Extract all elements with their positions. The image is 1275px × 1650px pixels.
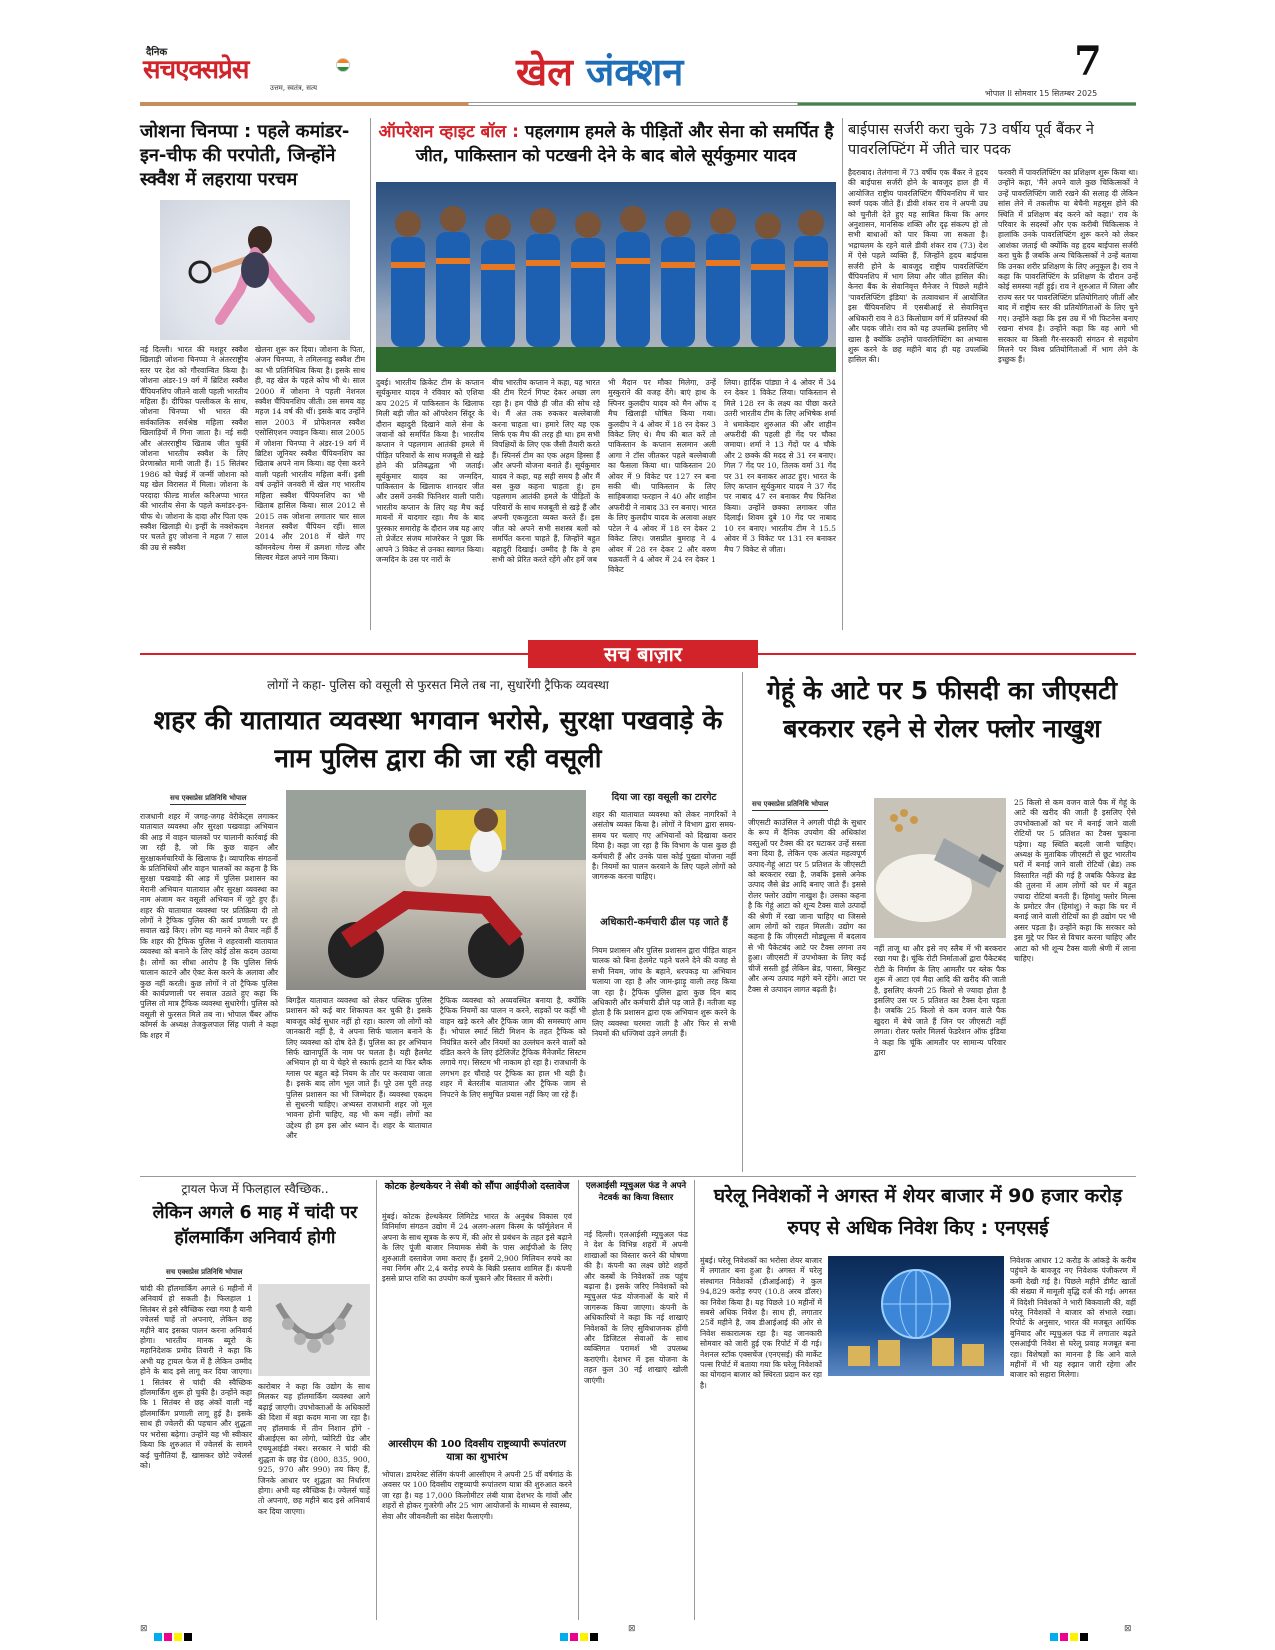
story-suryakumar-headline bbox=[376, 120, 836, 168]
squash-player-icon bbox=[160, 200, 350, 340]
story-banker-headline: बाईपास सर्जरी करा चुके 73 वर्षीय पूर्व बैंकर ने पावरलिफ्टिंग में जीते चार पदक bbox=[848, 122, 1094, 158]
story-joshna-col1: नई दिल्ली। भारत की मशहूर स्क्वैश खिलाड़ी जोशना चिनप्पा ने अंतरराष्ट्रीय स्तर पर देश को गौरवान्वित किया है। जोशना अंडर-19 वर्ग में ब्रिटिश स्क्वैश चैंपियनशिप जीतने वाली पहली भारतीय महिला हैं। दीपिका पल्लीकल के साथ, जोशना चिनप्पा भी भारत की सर्वकालिक सर्वश्रेष्ठ महिला स्क्वैश खिलाड़ियों में गिना जाता है। नई सदी और अंतरराष्ट्रीय खिताब जीत चुकीं जोशना भारतीय स्क्वैश के लिए प्रेरणास्रोत मानी जाती हैं। 15 सितंबर 1986 को चेन्नई में जन्मीं जोशना को यह खेल विरासत में मिला। जोशना के परदादा फील्ड मार्शल करिअप्पा भारत की भारतीय सेना के पहले कमांडर-इन-चीफ थे। जोशना के दादा और पिता एक स्क्वैश खिलाड़ी थे। इन्हीं के नक्शेकदम पर चलते हुए जोशना ने महज 7 साल की उम्र से स्क्वैश bbox=[140, 345, 248, 552]
color-swatches bbox=[154, 1626, 194, 1645]
story-lic bbox=[584, 1180, 688, 1620]
silver-jewellery-photo bbox=[258, 1284, 370, 1376]
story-joshna-col2: खेलना शुरू कर दिया। जोशना के पिता, अंजन चिनप्पा, ने तमिलनाडु स्क्वैश टीम का भी प्रतिनिधित्व किया है। इसके साथ ही, वह खेल के पहले कोच भी थे। साल 2000 में जोशना ने पहली नेशनल स्क्वैश चैंपियनशिप जीती। उस समय वह महज 14 वर्ष की थीं। इसके बाद उन्होंने साल 2003 में प्रोफेशनल स्क्वैश एसोसिएशन ज्वाइन किया। साल 2005 में जोशना चिनप्पा ने अंडर-19 वर्ग में ब्रिटिश जूनियर स्क्वैश चैंपियनशिप का खिताब अपने नाम किया। वह ऐसा करने वाली पहली भारतीय महिला बनीं। इसी वर्ष उन्होंने जनवरी में खेल गए भारतीय महिला स्क्वैश चैंपियनशिप का भी खिताब हासिल किया। साल 2012 से 2015 तक जोशना लगातार चार साल नेशनल स्क्वैश चैंपियन रहीं। साल 2014 और 2018 में खेले गए कॉमनवेल्थ गेम्स में क्रमशः गोल्ड और सिल्वर मेडल अपने नाम किया। bbox=[255, 345, 365, 563]
story-gst-col1: जीएसटी काउंसिल ने अगली पीढ़ी के सुधार के रूप में दैनिक उपयोग की अधिकांश वस्तुओं पर टैक्स की दर घटाकर उन्हें सस्ता बना दिया है, लेकिन एक अत्यंत महत्वपूर्ण उत्पाद-गेहूं आटा पर 5 प्रतिशत के जीएसटी को बरकरार रखा है, जबकि इससे अनेक उत्पाद जैसे ब्रेड आदि बनाए जाते हैं। इससे रोलर फ्लोर उद्योग नाखुश है। उसका कहना है कि गेहूं आटा को शून्य टैक्स वाले उत्पादों की श्रेणी में रखा जाना चाहिए था जिससे आम लोगों को राहत मिलती। उद्योग का कहना है कि जीएसटी मोड्यूल्स में बदलाव से भी पैकेटबंद आटे पर टैक्स लगना तय हुआ। जीएसटी में उपभोक्ता के लिए कई चीजें सस्ती हुईं लेकिन ब्रेड, पास्ता, बिस्कुट और अन्य उत्पाद महंगे बने रहेंगे। आटा पर टैक्स से उत्पादन लागत बढ़ती है। bbox=[748, 818, 866, 994]
story-suryakumar-col2: बीच भारतीय कप्तान ने कहा, यह भारत की टीम रिटर्न गिफ्ट देकर अच्छा लग रहा है। हम पीछे ही जीत की सोच रहे थे। मैं अंत तक रुककर बल्लेबाजी करना चाहता था। हमारे लिए यह एक सिर्फ एक मैच की तरह ही था। हम सभी विपक्षियों के लिए एक जैसी तैयारी करते हैं। स्पिनर्स टीम का एक अहम हिस्सा हैं और अपनी योजना बनाते हैं। सूर्यकुमार यादव ने कहा, यह सही समय है और मैं बस कुछ कहना चाहता हूं। हम पहलगाम आतंकी हमले के पीड़ितों के परिवारों के साथ मजबूती से खड़े हैं और अपनी एकजुटता व्यक्त करते हैं। इस जीत को अपने सभी सशस्त्र बलों को समर्पित करना चाहते हैं, जिन्होंने बहुत बहादुरी दिखाई। उम्मीद है कि वे हम सभी को प्रेरित करते रहेंगे और हमें जब bbox=[492, 378, 600, 564]
story-sip-headline: घरेलू निवेशकों ने अगस्त में शेयर बाजार में 90 हजार करोड़ रुपए से अधिक निवेश किए : एनएसई bbox=[713, 1185, 1123, 1239]
color-swatches bbox=[560, 1626, 600, 1645]
story-silver-col1: चांदी की हॉलमार्किंग अगले 6 महीनों में अनिवार्य हो सकती है। फिलहाल 1 सितंबर से इसे स्वैच्छिक रखा गया है यानी ज्वेलर्स चाहें तो अपनाएं, लेकिन छह महीने बाद इसका पालन करना अनिवार्य होगा। भारतीय मानक ब्यूरो के महानिदेशक प्रमोद तिवारी ने कहा कि अभी यह ट्रायल फेज में है लेकिन उम्मीद होने के बाद इसे लागू कर दिया जाएगा। 1 सितंबर से चांदी की स्वैच्छिक हॉलमार्किंग शुरू हो चुकी है। उन्होंने कहा कि 1 सितंबर से छह अंकों वाली नई हॉलमार्किंग प्रणाली लागू हुई है। इसके साथ ही ज्वेलरी की पहचान और शुद्धता पर भरोसा बढ़ेगा। उन्होंने यह भी स्वीकार किया कि शुरुआत में ज्वेलर्स के सामने कई चुनौतियां हैं, खासकर छोटे ज्वेलर्स को। bbox=[140, 1284, 252, 1470]
brand-tagline: उत्तम, स्वतंत्र, सत्य bbox=[270, 84, 318, 92]
story-traffic-kicker: लोगों ने कहा- पुलिस को वसूली से फुरसत मिले तब ना, सुधारेंगी ट्रैफिक व्यवस्था bbox=[267, 678, 609, 692]
dateline: भोपाल II सोमवार 15 सितम्बर 2025 bbox=[985, 89, 1098, 98]
registration-mark-icon: ⊠ bbox=[140, 1624, 148, 1634]
story-kotak bbox=[382, 1180, 572, 1620]
story-sip bbox=[700, 1180, 1136, 1620]
brand-logo: सचएक्सप्रेस bbox=[143, 55, 249, 85]
section-title-part2: जंक्शन bbox=[586, 50, 684, 94]
globe-icon bbox=[828, 1256, 1004, 1376]
story-suryakumar-col1: दुबई। भारतीय क्रिकेट टीम के कप्तान सूर्यकुमार यादव ने रविवार को एशिया कप 2025 में पाकिस्तान के खिलाफ मिली बड़ी जीत को ऑपरेशन सिंदूर के दौरान बहादुरी दिखाने वाले सेना के जवानों को समर्पित किया है। भारतीय कप्तान ने पहलगाम आतंकी हमले में पीड़ित परिवारों के साथ मजबूती से खड़े होने की प्रतिबद्धता भी जताई। सूर्यकुमार यादव का जन्मदिन, पाकिस्तान के खिलाफ शानदार जीत और उसमें उनकी फिनिशर वाली पारी। भारतीय कप्तान के लिए यह मैच कई मायनों में यादगार रहा। मैच के बाद पुरस्कार समारोह के दौरान जब यह आए तो प्रेजेंटर संजय मांजरेकर ने पूछा कि आपने 3 विकेट से उनका स्वागत किया। जन्मदिन के उस पर नारों के bbox=[376, 378, 484, 564]
story-suryakumar-kicker: ऑपरेशन व्हाइट बॉल : bbox=[378, 122, 519, 142]
story-joshna-headline: जोशना चिनप्पा : पहले कमांडर-इन-चीफ की परपोती, जिन्होंने स्क्वैश में लहराया परचम bbox=[140, 121, 350, 190]
story-traffic-subhead: अधिकारी-कर्मचारी ढील पड़ जाते हैं bbox=[600, 917, 728, 928]
squash-player-photo bbox=[160, 200, 350, 340]
story-silver-kicker: ट्रायल फेज में फिलहाल स्वैच्छिक.. bbox=[181, 1182, 329, 1196]
divider bbox=[140, 1176, 1136, 1177]
story-lic-kicker: एलआईसी म्यूचुअल फंड ने अपने नेटवर्क का किया विस्तार bbox=[585, 1181, 687, 1203]
motorcycle-icon bbox=[286, 790, 586, 990]
story-silver-headline: लेकिन अगले 6 माह में चांदी पर हॉलमार्किंग अनिवार्य होगी bbox=[152, 1203, 358, 1248]
story-kotak-col2: भोपाल। डायरेक्ट सेलिंग कंपनी आरसीएम ने अपनी 25 वीं वर्षगांठ के अवसर पर 100 दिवसीय राष्ट्रव्यापी रूपांतरण यात्रा की शुरुआत करने जा रहा है। यह 17,000 किलोमीटर लंबी यात्रा देशभर के गांवों और शहरों से होकर गुजरेगी और 25 भाग आयोजनों के माध्यम से स्वास्थ्य, सेवा और जीवनशैली का संदेश फैलाएगी। bbox=[382, 1470, 572, 1521]
story-kotak-subhead: आरसीएम की 100 दिवसीय राष्ट्रव्यापी रूपांतरण यात्रा का शुभारंभ bbox=[388, 1439, 566, 1463]
story-traffic-headline: शहर की यातायात व्यवस्था भगवान भरोसे, सुरक्षा पखवाड़े के नाम पुलिस द्वारा की जा रही वसूली bbox=[153, 706, 723, 774]
divider bbox=[376, 1180, 377, 1620]
divider bbox=[742, 672, 743, 1172]
story-suryakumar-col4: लिया। हार्दिक पांड्या ने 4 ओवर में 34 रन देकर 1 विकेट लिया। पाकिस्तान से मिले 128 रन के लक्ष्य का पीछा करते उतरी भारतीय टीम के लिए अभिषेक शर्मा ने धमाकेदार शुरुआत की और शाहीन अफरीदी की पहली ही गेंद पर चौका जमाया। शर्मा ने 13 गेंदों पर 4 चौके और 2 छक्के की मदद से 31 रन बनाए। गिल 7 गेंद पर 10, तिलक वर्मा 31 गेंद पर 31 रन बनाकर आउट हुए। भारत के लिए कप्तान सूर्यकुमार यादव ने 37 गेंद पर नाबाद 47 रन बनाकर मैच फिनिश किया। उन्होंने छक्का लगाकर जीत दिलाई। शिवम दुबे 10 गेंद पर नाबाद 10 रन बनाए। भारतीय टीम ने 15.5 ओवर में 3 विकेट पर 131 रन बनाकर मैच 7 विकेट से जीता। bbox=[724, 378, 836, 554]
story-gst-headline: गेहूं के आटे पर 5 फीसदी का जीएसटी बरकरार रहने से रोलर फ्लोर नाखुश bbox=[766, 676, 1118, 743]
wheat-flour-photo bbox=[874, 798, 1006, 938]
divider bbox=[694, 1180, 695, 1620]
necklace-icon bbox=[258, 1284, 370, 1376]
story-banker-col2: फरवरी में पावरलिफ्टिंग का प्रशिक्षण शुरू किया था। उन्होंने कहा, 'मैंने अपने वाले कुछ चिकित्सकों ने उन्हें पावरलिफ्टिंग जारी रखने की सलाह दी लेकिन सांस लेने में तकलीफ या बेचैनी महसूस होने की स्थिति में प्रशिक्षण बंद करने को कहा।' राव के परिवार के सदस्यों और एक करीबी चिकित्सक ने हालांकि उनके पावरलिफ्टिंग शुरू करने को लेकर आशंका जताई थी क्योंकि वह हृदय बाईपास सर्जरी करा चुके हैं जबकि अन्य चिकित्सकों ने उन्हें बताया कि उनका शरीर प्रशिक्षण के लिए अनुकूल है। राव ने कहा कि पावरलिफ्टिंग के प्रशिक्षण के दौरान उन्हें कोई समस्या नहीं हुई। राव ने शुरुआत में जिला और राज्य स्तर पर पावरलिफ्टिंग प्रतियोगिताएं जीतीं और बाद में राष्ट्रीय स्तर की प्रतियोगिताओं के लिए चुने गए। उन्होंने कहा कि इस उम्र में भी फिटनेस बनाए रखना संभव है। उन्होंने कहा कि वह आगे भी सरकार या किसी गैर-सरकारी संगठन से सहयोग मिलने पर विश्व प्रतियोगिताओं में भाग लेने के इच्छुक हैं। bbox=[998, 168, 1138, 365]
section-banner bbox=[140, 640, 1136, 668]
story-gst-col2: नहीं ताजू था और इसे नए स्लैब में भी बरकरार रखा गया है। चूंकि रोटी निर्माताओं द्वारा पैकेटबंद रोटी के निर्माण के लिए आमतौर पर ब्लेक पैक शुरू में आटा एवं मैदा आदि की खरीद की जाती है, इसलिए कंपनी 25 किलो से ज्यादा होता है इसलिए उस पर 5 प्रतिशत का टैक्स देना पड़ता है। जबकि 25 किलो से कम वजन वाले पैक खुदरा में बेचे जाते हैं जिन पर जीएसटी नहीं लगता। रोलर फ्लोर मिलर्स फेडरेशन ऑफ इंडिया ने कहा कि चूंकि आमतौर पर सामान्य परिवार द्वारा bbox=[874, 944, 1006, 1058]
story-traffic-col1: राजधानी शहर में जगह-जगह वेरीकेट्स लगाकर यातायात व्यवस्था और सुरक्षा पखवाड़ा अभियान की आड़ में वाहन चालकों पर चालानी कार्रवाई की जा रही है, जो कि कुछ वाहन और सुरक्षाकर्मचारियों के खिलाफ है। व्यापारिक संगठनों के प्रतिनिधियों और वाहन चालकों का कहना है कि सुरक्षा पखवाड़े की आड़ में पुलिस प्रशासन का मेरानी अभियान यातायात और सुरक्षा व्यवस्था का नाम अंजाम कर वसूली अभियान में जुटे हुए हैं। शहर की यातायात व्यवस्था पर प्रतिक्रिया दी तो लोगों ने ट्रैफिक पुलिस की कार्य प्रणाली पर ही सवाल खड़े किए। लोग यह मानने को तैयार नहीं हैं कि शहर की ट्रैफिक पुलिस ने शहरवासी यातायात व्यवस्था को बनाने के लिए कोई ठोस कदम उठाया है। लोगों का सीधा आरोप है कि पुलिस सिर्फ चालान काटने और ऐक्ट केस करने के अलावा और कुछ नहीं करती। कुछ लोगों ने तो ट्रैफिक पुलिस की कार्यप्रणाली पर सवाल उठाते हुए कहा कि पुलिस तो मात्र ट्रैफिक व्यवस्था सुधारेगी। पुलिस को वसूली से फुरसत मिले तब ना। भोपाल चैंबर ऑफ कॉमर्स के अध्यक्ष तेजकुलपाल सिंह पाली ने कहा कि शहर में bbox=[140, 812, 278, 1040]
divider bbox=[578, 1180, 579, 1620]
flour-scoop-icon bbox=[874, 798, 1006, 938]
story-gst-col3: 25 किलो से कम वजन वाले पैक में गेहूं के आटे की खरीद की जाती है इसलिए ऐसे उपभोक्ताओं को घर में बनाई जाने वाली रोटियों पर 5 प्रतिशत का टैक्स चुकाना पड़ेगा। यह स्थिति बदली जानी चाहिए। अध्यक्ष के मुताबिक जीएसटी से छूट भारतीय घरों में बनाई जाने वाली रोटियों (ब्रेड) तक विस्तारित नहीं की गई है जबकि पैकेज्ड ब्रेड की तुलना में आम लोगों को घर में बहुत ज्यादा रोटियां बनती हैं। हिमांशु फ्लोर मिल्स के प्रमोटर जैन (हिमांशु) ने कहा कि घर में बनाई जाने वाली रोटियों का ही उद्योग पर भी असर पड़ता है। उन्होंने कहा कि सरकार को इस मुद्दे पर फिर से विचार करना चाहिए और आटा को भी शून्य टैक्स वाली श्रेणी में लाना चाहिए। bbox=[1014, 798, 1136, 964]
story-traffic-byline: सच एक्सप्रेस प्रतिनिधि भोपाल bbox=[170, 794, 246, 805]
story-silver-byline: सच एक्सप्रेस प्रतिनिधि भोपाल bbox=[166, 1268, 242, 1279]
masthead bbox=[0, 0, 1275, 110]
story-gst bbox=[748, 672, 1136, 1172]
story-silver bbox=[140, 1180, 370, 1620]
traffic-police-photo bbox=[286, 790, 586, 990]
masthead-rule bbox=[140, 102, 1136, 106]
story-sip-col2: निवेशक आधार 12 करोड़ के आंकड़े के करीब पहुंचने के बावजूद नए निवेशक पंजीकरण में कमी देखी गई है। पिछले महीने डीमैट खातों की संख्या में मामूली वृद्धि दर्ज की गई। अगस्त में विदेशी निवेशकों ने भारी बिकवाली की, वहीं घरेलू निवेशकों ने बाजार को संभाले रखा। रिपोर्ट के अनुसार, भारत की मजबूत आर्थिक बुनियाद और म्यूचुअल फंड में लगातार बढ़ते एसआईपी निवेश से घरेलू प्रवाह मजबूत बना रहा। विशेषज्ञों का मानना है कि आने वाले महीनों में भी यह रुझान जारी रहेगा और बाजार को सहारा मिलेगा। bbox=[1010, 1256, 1136, 1380]
story-traffic-col2: बिगड़ैल यातायात व्यवस्था को लेकर पब्लिक पुलिस प्रशासन को कई बार शिकायत कर चुकी है। इसके बावजूद कोई सुधार नहीं हो रहा। कारण जो लोगों को जानकारी नहीं है, वे अपना सिर्फ चालान बनाने के लिए व्यवस्था को दोष देते हैं। पुलिस का हर अभियान सिर्फ खानापूर्ति के नाम पर चलता है। यही हैलमेट अभियान हो या ये चेहरे से स्कार्फ हटाने या फिर ब्लैक ग्लास पर बहुत बड़े नियम के तौर पर करवाया जाता है। इसके बाद लोग भूल जाते हैं। पूरे उस पूरी तरह पुलिस प्रशासन का भी जिम्मेदार हैं। व्यवस्था एकदम से सुधरनी चाहिए। अभ्यस्त राजधानी शहर जो मूल भावना होनी चाहिए, वह भी कम नहीं। लोगों का उद्देश्य ही हम इस ओर ध्यान दें। शहर के यातायात और bbox=[286, 996, 432, 1141]
story-traffic-col4: शहर की यातायात व्यवस्था को लेकर नागरिकों ने असंतोष व्यक्त किया है। लोगों ने विभाग द्वारा समय-समय पर चलाए गए अभियानों को दिखावा करार दिया है। कहा जा रहा है कि विभाग के पास कुछ ही कर्मचारी हैं और उनके पास कोई पुख्ता योजना नहीं है। नियमों का पालन करवाने के लिए पहले लोगों को जागरूक करना चाहिए। bbox=[592, 810, 736, 882]
story-traffic-col3: ट्रैफिक व्यवस्था को अव्यवस्थित बनाया है, क्योंकि ट्रैफिक नियमों का पालन न करने, सड़कों पर कहीं भी वाहन खड़े करने और ट्रैफिक जाम की समस्याएं आम हैं। भोपाल स्मार्ट सिटी मिशन के तहत ट्रैफिक को नियंत्रित करने और नियमों का उल्लंघन करने वालों को दंडित करने के लिए इंटेलिजेंट ट्रैफिक मैनेजमेंट सिस्टम लगाये गए। सिस्टम भी नाकाम हो रहा है। राजधानी के लगभग हर चौराहे पर ट्रैफिक का हाल भी यही है। शहर में बेतरतीब यातायात और ट्रैफिक जाम से निपटने के लिए समुचित प्रयास नहीं किए जा रहे हैं। bbox=[440, 996, 586, 1099]
players-lineup-icon bbox=[376, 182, 836, 372]
brand-flag-icon bbox=[336, 58, 350, 72]
section-banner-label: सच बाज़ार bbox=[528, 640, 758, 668]
story-silver-col2: कारोबार ने कहा कि उद्योग के साथ मिलकर यह हॉलमार्किंग व्यवस्था आगे बढ़ाई जाएगी। उपभोक्ताओं के अधिकारों की दिशा में बड़ा कदम माना जा रहा है। नए हॉलमार्क में तीन निशान होंगे - बीआईएस का लोगो, प्योरिटी ग्रेड और एचयूआईडी नंबर। सरकार ने चांदी की शुद्धता के छह ग्रेड (800, 835, 900, 925, 970 और 990) तय किए हैं, जिनके आधार पर शुद्धता का निर्धारण होगा। अभी यह स्वैच्छिक है। ज्वेलर्स चाहें तो अपनाएं, छह महीने बाद इसे अनिवार्य कर दिया जाएगा। bbox=[258, 1382, 370, 1516]
story-banker-col1: हैदराबाद। तेलंगाना में 73 वर्षीय एक बैंकर ने हृदय की बाईपास सर्जरी होने के बावजूद हाल ही में आयोजित राष्ट्रीय पावरलिफ्टिंग चैंपियनशिप में चार स्वर्ण पदक जीते हैं। डीवी शंकर राव ने अपनी उम्र को चुनौती देते हुए यह साबित किया कि अगर अनुशासन, मानसिक शक्ति और दृढ़ संकल्प हो तो सभी बाधाओं को पार किया जा सकता है। भद्राचलम के रहने वाले डीवी शंकर राव (73) देश में ऐसे पहले व्यक्ति हैं, जिन्होंने हृदय बाईपास सर्जरी होने के बावजूद राष्ट्रीय पावरलिफ्टिंग चैंपियनशिप में भाग लिया और जीत हासिल की। केनरा बैंक के सेवानिवृत्त मैनेजर ने पिछले महीने 'पावरलिफ्टिंग इंडिया' के तत्वावधान में आयोजित इस चैंपियनशिप में एसबीआई से सेवानिवृत्त अधिकारी राव ने 83 किलोग्राम वर्ग में प्रतिस्पर्धा की और पदक जीते। राव को यह उपलब्धि इसलिए भी खास है क्योंकि उन्होंने पावरलिफ्टिंग का अभ्यास शुरू करने के छह महीने बाद ही यह उपलब्धि हासिल की। bbox=[848, 168, 988, 365]
story-sip-col1: मुंबई। घरेलू निवेशकों का भरोसा शेयर बाजार में लगातार बना हुआ है। अगस्त में घरेलू संस्थागत निवेशकों (डीआईआई) ने कुल 94,829 करोड़ रुपए (10.8 अरब डॉलर) का निवेश किया है। यह पिछले 10 महीनों में सबसे अधिक निवेश है। साथ ही, लगातार 25वें महीने है, जब डीआईआई की ओर से निवेश सकारात्मक रहा है। यह जानकारी सोमवार को जारी हुई एक रिपोर्ट में दी गई। नेशनल स्टॉक एक्सचेंज (एनएसई) की मार्केट पल्स रिपोर्ट में बताया गया कि घरेलू निवेशकों का योगदान बाजार को स्थिरता प्रदान कर रहा है। bbox=[700, 1256, 822, 1390]
story-suryakumar-title: पहलगाम हमले के पीड़ितों और सेना को समर्पित है जीत, पाकिस्तान को पटखनी देने के बाद बोले सूर्यकुमार यादव bbox=[415, 122, 834, 166]
registration-mark-icon: ⊠ bbox=[628, 1624, 636, 1634]
globe-coins-photo bbox=[828, 1256, 1004, 1376]
footer-marks bbox=[140, 1624, 1136, 1638]
story-traffic-caption: दिया जा रहा वसूली का टारगेट bbox=[611, 792, 717, 803]
section-title-part1: खेल bbox=[516, 50, 573, 94]
story-joshna bbox=[140, 120, 365, 630]
story-lic-col1: नई दिल्ली। एलआईसी म्यूचुअल फंड ने देश के विभिन्न शहरों में अपनी शाखाओं का विस्तार करने की घोषणा की है। कंपनी का लक्ष्य छोटे शहरों और कस्बों के निवेशकों तक पहुंच बढ़ाना है। इसके जरिए निवेशकों को म्यूचुअल फंड योजनाओं के बारे में जागरूक किया जाएगा। कंपनी के अधिकारियों ने कहा कि नई शाखाएं निवेशकों के लिए सुविधाजनक होंगी और डिजिटल सेवाओं के साथ व्यक्तिगत परामर्श भी उपलब्ध कराएंगी। देशभर में इस योजना के तहत कुल 30 नई शाखाएं खोली जाएंगी। bbox=[584, 1230, 688, 1385]
registration-mark-icon: ⊠ bbox=[1124, 1624, 1132, 1634]
story-kotak-col1: मुंबई। कोटक हेल्थकेयर लिमिटेड भारत के अनुबंध विकास एवं विनिर्माण संगठन उद्योग में 24 अलग-अलग किस्म के फॉर्मूलेशन में अपना के साथ सूत्रक के रूप में, की ओर से प्रबंधन के तहत इसे बढ़ाने के लिए पूंजी बाजार नियामक सेबी के पास आईपीओ के लिए शुरुआती दस्तावेज जमा कराए हैं। इसमें 2,900 मिलियन रुपये का नया निर्गम और 2,4 करोड़ रुपये के बिक्री प्रस्ताव शामिल हैं। कंपनी इससे प्राप्त राशि का उपयोग कर्ज चुकाने और विस्तार में करेगी। bbox=[382, 1212, 572, 1284]
color-swatches bbox=[1050, 1626, 1090, 1645]
divider bbox=[842, 118, 843, 630]
section-title bbox=[516, 48, 683, 96]
story-traffic bbox=[140, 676, 736, 1174]
page-number: 7 bbox=[1074, 38, 1102, 85]
india-team-photo bbox=[376, 182, 836, 372]
story-gst-byline: सच एक्सप्रेस प्रतिनिधि भोपाल bbox=[752, 800, 828, 811]
brand-small: दैनिक bbox=[146, 47, 168, 58]
story-kotak-kicker: कोटक हेल्थकेयर ने सेबी को सौंपा आईपीओ दस्तावेज bbox=[384, 1181, 570, 1192]
story-banker bbox=[848, 120, 1138, 630]
story-traffic-col5: नियम प्रशासन और पुलिस प्रशासन द्वारा पीड़ित वाहन चालक को बिना हेलमेट पहने चलने देने की वजह से सभी नियम, जांच के बहाने, धरपकड़ या अभियान चलाया जा रहा है और जाम-झाड़ू वाली तरह किया जा रहा है। ट्रैफिक पुलिस द्वारा कुछ दिन बाद अधिकारी और कर्मचारी ढीले पड़ जाते हैं। नतीजा यह होता है कि प्रशासन द्वारा एक अभियान शुरू करने के लिए व्यवस्था चरमरा जाती है और फिर से सभी नियमों की धज्जियां उड़ने लगती हैं। bbox=[592, 946, 736, 1039]
story-suryakumar-col3: भी मैदान पर मौका मिलेगा, उन्हें मुस्कुराने की वजह देंगे। बाएं हाथ के स्पिनर कुलदीप यादव को मैन ऑफ द मैच खिलाड़ी घोषित किया गया। कुलदीप ने 4 ओवर में 18 रन देकर 3 विकेट लिए थे। मैच की बात करें तो पाकिस्तान के कप्तान सलमान अली आगा ने टॉस जीतकर पहले बल्लेबाजी का फैसला किया था। पाकिस्तान 20 ओवर में 9 विकेट पर 127 रन बना सकी थी। पाकिस्तान के लिए साहिबजादा फरहान ने 40 और शाहीन अफरीदी ने नाबाद 33 रन बनाए। भारत के लिए कुलदीप यादव के अलावा अक्षर पटेल ने 4 ओवर में 18 रन देकर 2 विकेट लिए। जसप्रीत बुमराह ने 4 ओवर में 28 रन देकर 2 और वरुण चक्रवर्ती ने 4 ओवर में 24 रन देकर 1 विकेट bbox=[608, 378, 716, 575]
divider bbox=[370, 118, 371, 630]
story-suryakumar bbox=[376, 120, 836, 630]
